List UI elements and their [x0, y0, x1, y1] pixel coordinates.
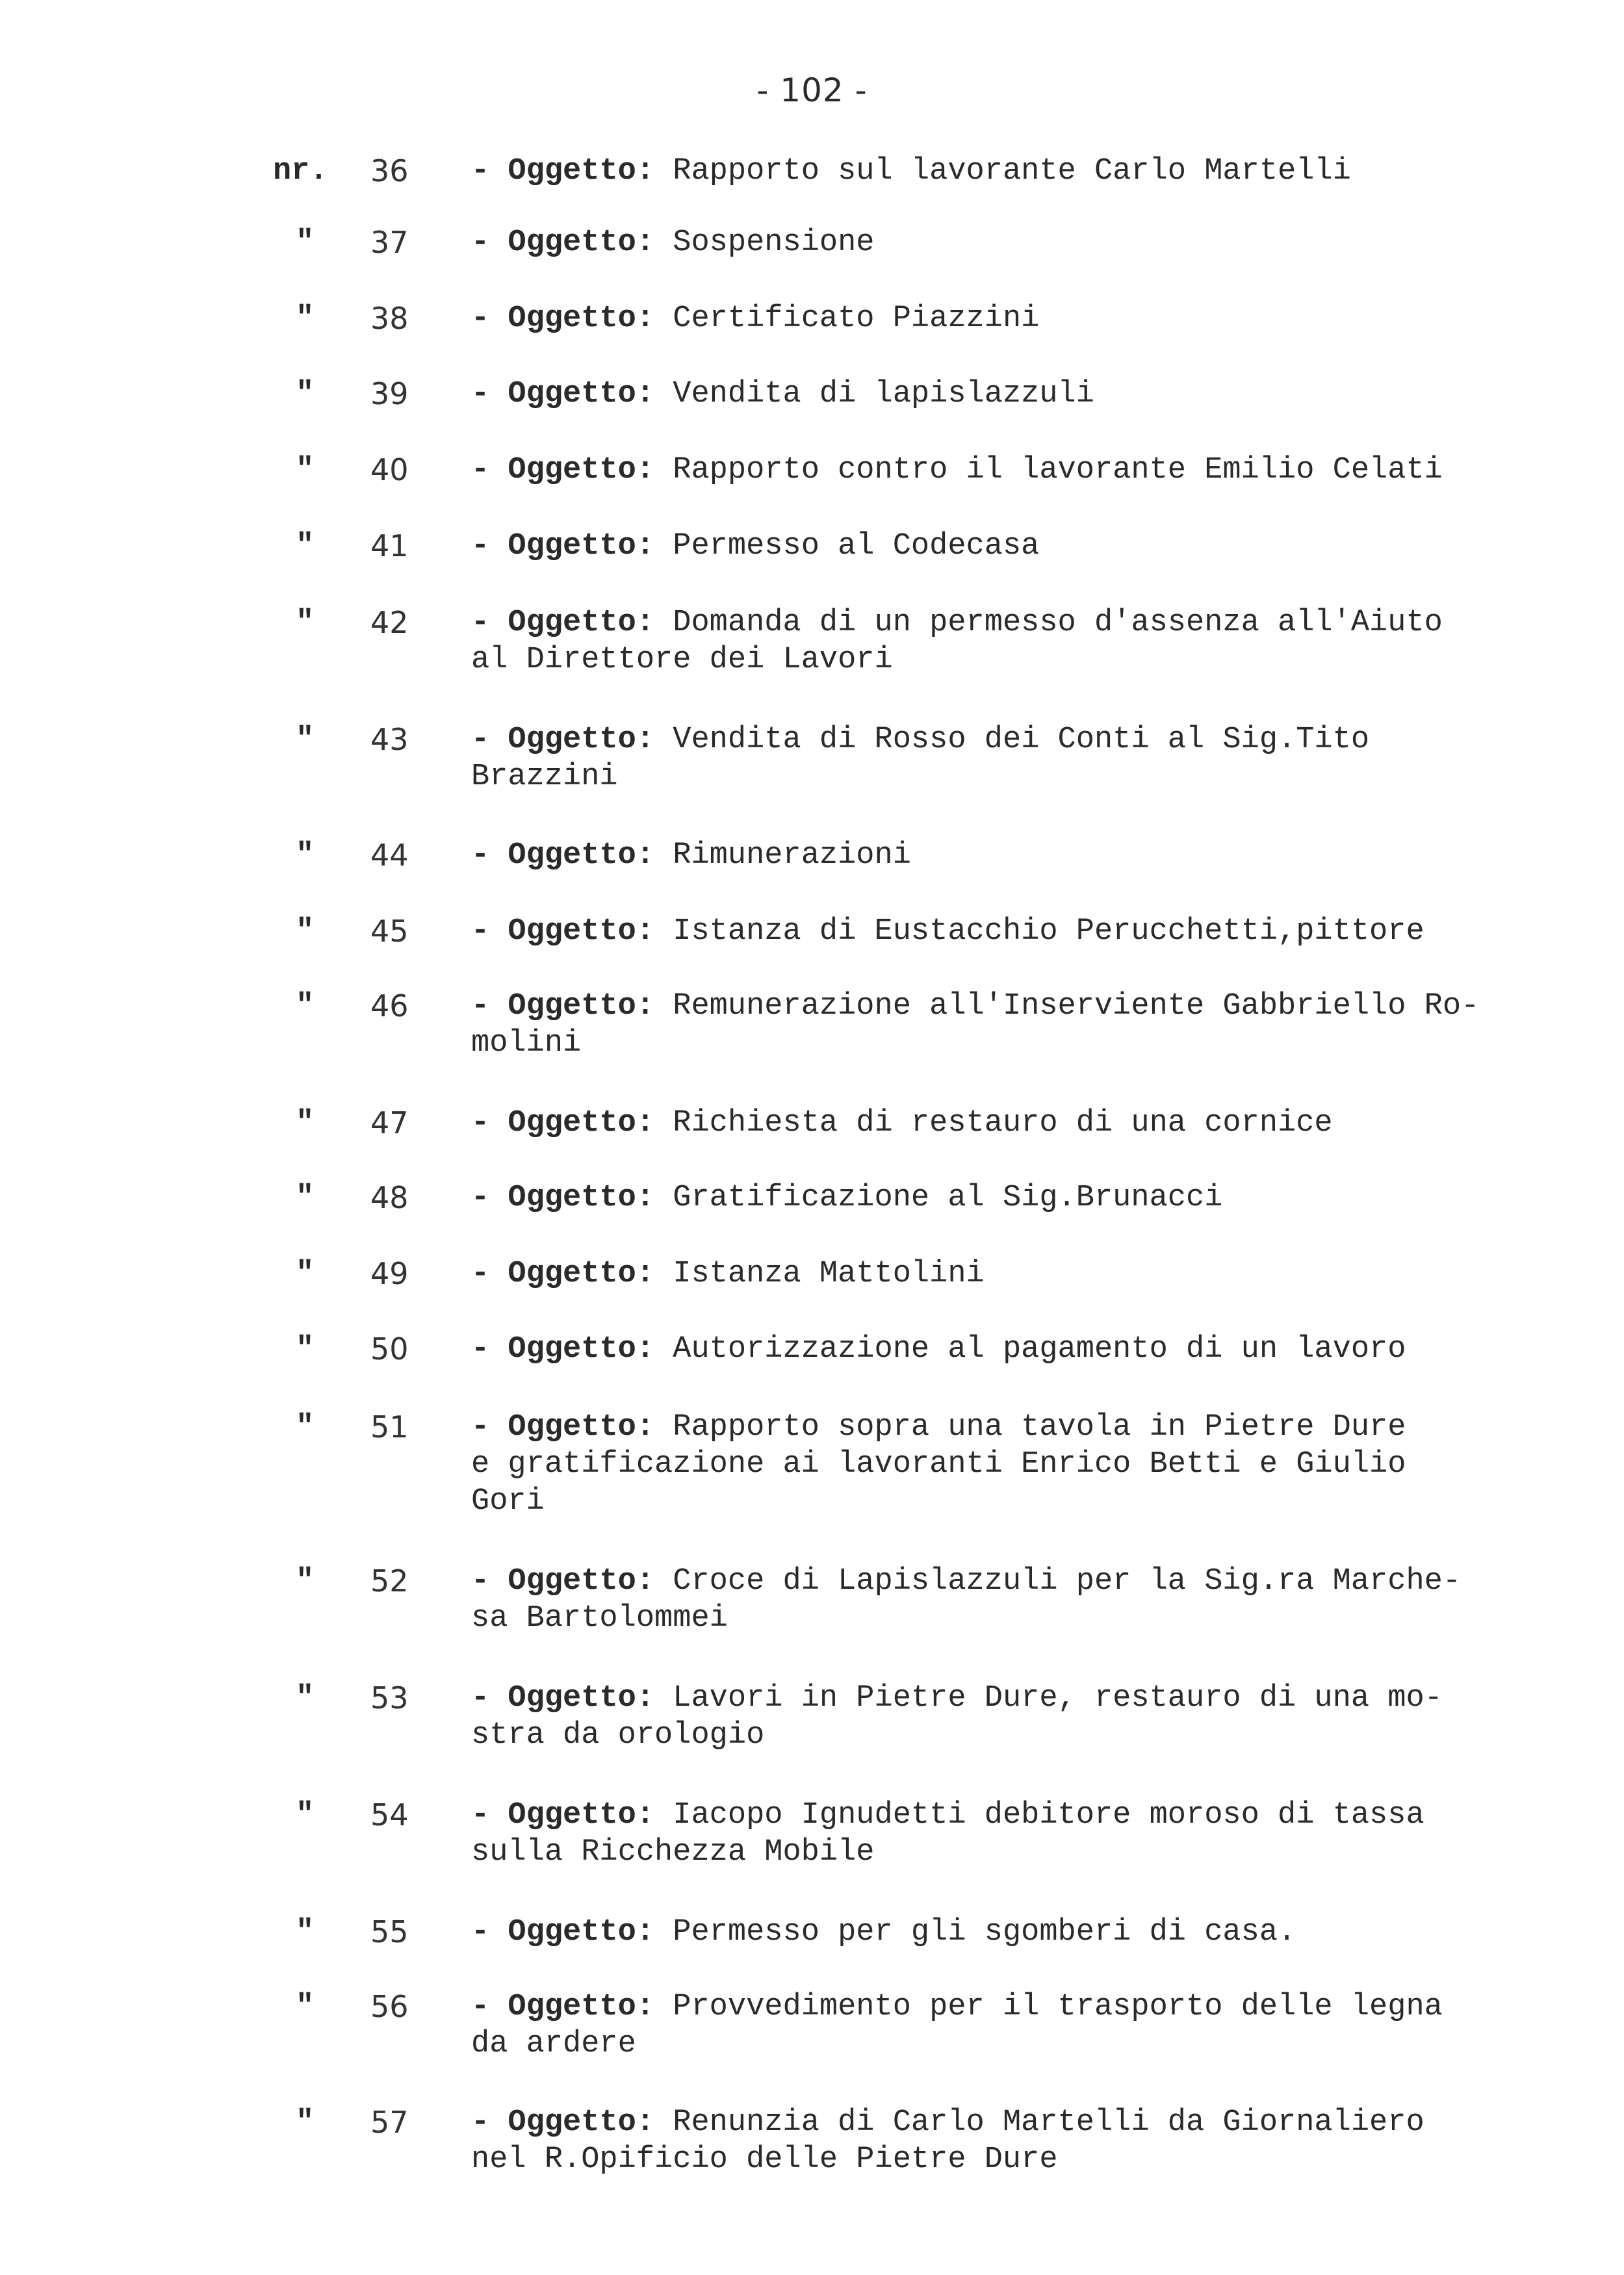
entry-line: [471, 1988, 1576, 2025]
subject-text: Lavori in Pietre Dure, restauro di una mo-: [673, 1681, 1443, 1716]
entry-line: [471, 224, 1576, 261]
ditto-mark: ": [296, 1798, 315, 1832]
ditto-mark: ": [296, 453, 315, 487]
subject-label: Oggetto:: [508, 1332, 673, 1367]
dash-mark: -: [471, 838, 508, 873]
subject-text: Rapporto sul lavorante Carlo Martelli: [673, 154, 1351, 188]
entry-text: [471, 153, 1576, 190]
ditto-mark: ": [296, 1181, 315, 1215]
subject-text: Richiesta di restauro di una cornice: [673, 1106, 1333, 1140]
entry-line: [471, 1255, 1576, 1292]
ditto-mark: ": [296, 1681, 315, 1716]
subject-label: Oggetto:: [508, 377, 673, 411]
dash-mark: -: [471, 302, 508, 336]
entry-text: [471, 988, 1576, 1062]
ditto-mark: ": [296, 225, 315, 260]
entry-line: [471, 1914, 1576, 1951]
entry-line: [471, 153, 1576, 190]
ditto-mark: ": [296, 606, 315, 640]
entry-text: [471, 721, 1576, 795]
entry-number: 43: [370, 722, 409, 757]
entry-number: 51: [370, 1409, 409, 1445]
subject-text: Autorizzazione al pagamento di un lavoro: [673, 1332, 1406, 1367]
entry-text: [471, 1563, 1576, 1637]
entry-number: 49: [370, 1256, 409, 1291]
subject-label: Oggetto:: [508, 154, 673, 188]
entry-number: 40: [370, 452, 409, 487]
entry-text: [471, 376, 1576, 413]
subject-label: Oggetto:: [508, 2105, 673, 2140]
dash-mark: -: [471, 1564, 508, 1599]
subject-text: Provvedimento per il trasporto delle legna: [673, 1990, 1443, 2024]
dash-mark: -: [471, 1798, 508, 1832]
entry-line: [471, 1179, 1576, 1216]
subject-label: Oggetto:: [508, 1181, 673, 1215]
entry-number: 47: [370, 1105, 409, 1140]
ditto-mark: ": [296, 1257, 315, 1291]
ditto-mark: ": [296, 838, 315, 873]
ditto-mark: ": [296, 529, 315, 563]
entry-line: [471, 988, 1576, 1025]
entry-number: 57: [370, 2105, 409, 2140]
dash-mark: -: [471, 1332, 508, 1367]
dash-mark: -: [471, 1410, 508, 1445]
entry-text: [471, 224, 1576, 261]
ditto-mark: ": [296, 377, 315, 411]
number-prefix: nr.: [273, 154, 328, 188]
entry-line: e gratificazione ai lavoranti Enrico Betti e Giulio: [471, 1447, 1406, 1482]
subject-text: Istanza Mattolini: [673, 1257, 985, 1291]
subject-label: Oggetto:: [508, 723, 673, 757]
ditto-mark: ": [296, 914, 315, 949]
subject-text: Vendita di lapislazzuli: [673, 377, 1094, 411]
subject-text: Permesso al Codecasa: [673, 529, 1040, 563]
entry-number: 55: [370, 1914, 409, 1949]
dash-mark: -: [471, 914, 508, 949]
entry-text: [471, 1331, 1576, 1368]
subject-text: Permesso per gli sgomberi di casa.: [673, 1915, 1296, 1949]
dash-mark: -: [471, 1257, 508, 1291]
entry-line: [471, 1680, 1576, 1717]
subject-label: Oggetto:: [508, 1990, 673, 2024]
dash-mark: -: [471, 2105, 508, 2140]
entry-text: [471, 1797, 1576, 1871]
entry-line: Brazzini: [471, 760, 618, 794]
entry-line: [471, 1409, 1576, 1446]
entry-line: [471, 913, 1576, 950]
subject-text: Renunzia di Carlo Martelli da Giornaliero: [673, 2105, 1424, 2140]
entry-line: Gori: [471, 1484, 545, 1519]
subject-label: Oggetto:: [508, 529, 673, 563]
subject-label: Oggetto:: [508, 838, 673, 873]
entry-number: 45: [370, 914, 409, 949]
ditto-mark: ": [296, 1915, 315, 1949]
entry-line: [471, 452, 1576, 489]
entry-line: [471, 604, 1576, 641]
ditto-mark: ": [296, 1106, 315, 1140]
subject-text: Istanza di Eustacchio Perucchetti,pittore: [673, 914, 1424, 949]
entry-number: 52: [370, 1563, 409, 1599]
entry-number: 48: [370, 1180, 409, 1215]
entry-text: [471, 837, 1576, 874]
dash-mark: -: [471, 723, 508, 757]
subject-label: Oggetto:: [508, 1564, 673, 1599]
subject-text: Croce di Lapislazzuli per la Sig.ra Marche-: [673, 1564, 1462, 1599]
ditto-mark: ": [296, 1332, 315, 1367]
entry-line: [471, 300, 1576, 337]
subject-label: Oggetto:: [508, 1410, 673, 1445]
entry-number: 38: [370, 301, 409, 336]
ditto-mark: ": [296, 2105, 315, 2140]
dash-mark: -: [471, 1106, 508, 1140]
entry-text: [471, 1105, 1576, 1142]
subject-text: Rapporto contro il lavorante Emilio Celati: [673, 453, 1443, 487]
ditto-mark: ": [296, 989, 315, 1023]
dash-mark: -: [471, 1915, 508, 1949]
entry-text: [471, 604, 1576, 678]
entry-number: 42: [370, 605, 409, 640]
ditto-mark: ": [296, 1564, 315, 1599]
subject-text: Domanda di un permesso d'assenza all'Aiuto: [673, 606, 1443, 640]
page-number: - 102 -: [756, 71, 868, 109]
entry-line: da ardere: [471, 2027, 636, 2061]
entry-number: 36: [370, 153, 409, 188]
subject-text: Certificato Piazzini: [673, 302, 1040, 336]
dash-mark: -: [471, 606, 508, 640]
subject-text: Rimunerazioni: [673, 838, 911, 873]
entry-number: 53: [370, 1680, 409, 1716]
subject-text: Rapporto sopra una tavola in Pietre Dure: [673, 1410, 1406, 1445]
dash-mark: -: [471, 1181, 508, 1215]
entry-line: nel R.Opificio delle Pietre Dure: [471, 2142, 1058, 2177]
entry-line: [471, 1105, 1576, 1142]
dash-mark: -: [471, 154, 508, 188]
subject-text: Iacopo Ignudetti debitore moroso di tassa: [673, 1798, 1424, 1832]
entry-number: 37: [370, 225, 409, 260]
dash-mark: -: [471, 377, 508, 411]
entry-number: 56: [370, 1989, 409, 2024]
dash-mark: -: [471, 529, 508, 563]
entry-line: al Direttore dei Lavori: [471, 643, 893, 677]
subject-label: Oggetto:: [508, 302, 673, 336]
entry-number: 46: [370, 988, 409, 1023]
subject-text: Vendita di Rosso dei Conti al Sig.Tito: [673, 723, 1370, 757]
entry-text: [471, 2104, 1576, 2178]
entry-text: [471, 1680, 1576, 1754]
entry-text: [471, 1988, 1576, 2063]
entry-text: [471, 1409, 1576, 1520]
entry-line: sa Bartolommei: [471, 1601, 728, 1636]
entry-number: 41: [370, 528, 409, 563]
entry-text: [471, 1255, 1576, 1292]
entry-line: [471, 528, 1576, 565]
dash-mark: -: [471, 1990, 508, 2024]
dash-mark: -: [471, 453, 508, 487]
entry-number: 50: [370, 1331, 409, 1367]
entry-text: [471, 1914, 1576, 1951]
entry-line: stra da orologio: [471, 1718, 765, 1753]
ditto-mark: ": [296, 1410, 315, 1445]
subject-label: Oggetto:: [508, 1257, 673, 1291]
entry-line: [471, 2104, 1576, 2141]
entry-text: [471, 528, 1576, 565]
subject-label: Oggetto:: [508, 1681, 673, 1716]
subject-text: Gratificazione al Sig.Brunacci: [673, 1181, 1223, 1215]
entry-text: [471, 300, 1576, 337]
subject-label: Oggetto:: [508, 1915, 673, 1949]
entry-text: [471, 913, 1576, 950]
subject-text: Remunerazione all'Inserviente Gabbriello Ro-: [673, 989, 1480, 1023]
subject-label: Oggetto:: [508, 1798, 673, 1832]
entry-number: 44: [370, 838, 409, 873]
entry-line: [471, 376, 1576, 413]
entry-line: molini: [471, 1026, 582, 1060]
subject-label: Oggetto:: [508, 914, 673, 949]
subject-label: Oggetto:: [508, 453, 673, 487]
subject-label: Oggetto:: [508, 1106, 673, 1140]
dash-mark: -: [471, 989, 508, 1023]
entry-line: [471, 1331, 1576, 1368]
dash-mark: -: [471, 225, 508, 260]
entry-line: [471, 837, 1576, 874]
subject-label: Oggetto:: [508, 606, 673, 640]
entry-text: [471, 1179, 1576, 1216]
entry-line: sulla Ricchezza Mobile: [471, 1835, 875, 1870]
dash-mark: -: [471, 1681, 508, 1716]
entry-number: 39: [370, 376, 409, 411]
subject-text: Sospensione: [673, 225, 875, 260]
entry-number: 54: [370, 1797, 409, 1832]
subject-label: Oggetto:: [508, 225, 673, 260]
ditto-mark: ": [296, 723, 315, 757]
ditto-mark: ": [296, 1990, 315, 2024]
entry-line: [471, 1563, 1576, 1600]
ditto-mark: ": [296, 302, 315, 336]
entry-line: [471, 1797, 1576, 1834]
subject-label: Oggetto:: [508, 989, 673, 1023]
entry-line: [471, 721, 1576, 758]
entry-text: [471, 452, 1576, 489]
